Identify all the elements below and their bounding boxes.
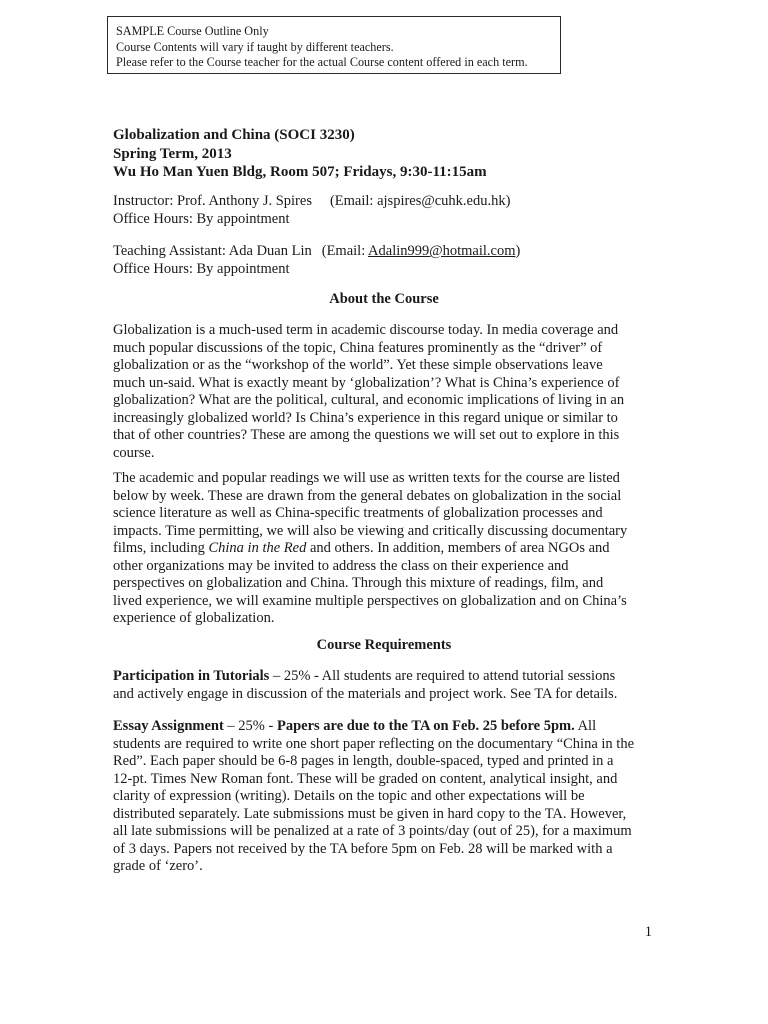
text-line: impacts. Time permitting, we will also be viewing and critically discussing documentary [113, 522, 628, 539]
course-term: Spring Term, 2013 [113, 145, 232, 162]
text-line: globalization? What are the political, cultural, and economic implications of living in an [113, 392, 625, 408]
email-suffix: ) [515, 243, 521, 259]
course-header [113, 126, 487, 182]
text-line: below by week. These are drawn from the general debates on globalization in the social [113, 487, 622, 504]
text-line: students are required to write one short paper reflecting on the documentary “China in the [113, 735, 635, 752]
ta-office-hours: Office Hours: By appointment [113, 261, 290, 277]
text-line: other organizations may be invited to address the class on their experience and [113, 557, 569, 574]
text-line: much popular discussions of the topic, China features prominently as the “driver” of [113, 339, 603, 356]
text-line: of 3 days. Papers not received by the TA before 5pm on Feb. 28 will be marked with a [113, 840, 613, 857]
essay-paragraph [113, 718, 658, 876]
text-line: that of other countries? These are among the questions we will set out to explore in this [113, 427, 620, 443]
sample-notice-box [107, 16, 561, 74]
text-line: lived experience, we will examine multiple perspectives on globalization and on China’s [113, 592, 627, 609]
text-line: and actively engage in discussion of the materials and project work. See TA for details. [113, 685, 618, 702]
course-location: Wu Ho Man Yuen Bldg, Room 507; Fridays, 9:30-11:15am [113, 164, 487, 180]
participation-paragraph [113, 668, 658, 703]
essay-title: Essay Assignment [113, 718, 224, 734]
instructor-office-hours: Office Hours: By appointment [113, 211, 290, 227]
text-line: grade of ‘zero’. [113, 858, 203, 874]
film-line-prefix: films, including [113, 540, 209, 556]
email-suffix: ) [505, 193, 511, 209]
requirements-heading: Course Requirements [316, 637, 452, 653]
text-line: course. [113, 444, 155, 461]
text-line: experience of globalization. [113, 610, 275, 626]
text-line [113, 668, 658, 686]
about-paragraph-2 [113, 470, 658, 628]
page-number: 1 [644, 924, 652, 940]
instructor-email[interactable]: ajspires@cuhk.edu.hk [377, 193, 506, 209]
notice-line: SAMPLE Course Outline Only [116, 24, 269, 38]
text-line: distributed separately. Late submissions must be given in hard copy to the TA. However, [113, 805, 627, 822]
participation-text: – 25% - All students are required to attend tutorial sessions [269, 668, 616, 684]
participation-title: Participation in Tutorials [113, 668, 270, 684]
text-line: Globalization is a much-used term in academic discourse today. In media coverage and [113, 322, 619, 338]
instructor-info [113, 192, 510, 228]
film-title: China in the Red [208, 540, 307, 556]
ta-label: Teaching Assistant: Ada Duan Lin [113, 243, 312, 259]
instructor-label: Instructor: Prof. Anthony J. Spires [113, 193, 312, 209]
essay-line-end: All [574, 718, 597, 734]
text-line: all late submissions will be penalized at a rate of 3 points/day (out of 25), for a maximum [113, 823, 632, 839]
text-line: science literature as well as China-specific treatments of globalization processes and [113, 505, 603, 521]
ta-info [113, 242, 520, 278]
text-line: clarity of expression (writing). Details on the topic and other expectations will be [113, 788, 585, 804]
essay-due-date: Papers are due to the TA on Feb. 25 before 5pm. [276, 718, 575, 734]
about-heading: About the Course [329, 291, 439, 307]
email-prefix: (Email: [329, 193, 378, 209]
notice-line: Course Contents will vary if taught by different teachers. [116, 39, 394, 54]
text-line: 12-pt. Times New Roman font. These will be graded on content, analytical insight, and [113, 770, 618, 787]
text-line [113, 718, 658, 736]
text-line: globalization or as the “workshop of the world”. Yet these simple observations leave [113, 357, 603, 373]
text-line [113, 540, 658, 558]
notice-line: Please refer to the Course teacher for the actual Course content offered in each term. [116, 55, 528, 69]
email-prefix: (Email: [321, 243, 369, 259]
course-title: Globalization and China (SOCI 3230) [113, 127, 355, 143]
about-paragraph-1 [113, 322, 658, 462]
text-line: The academic and popular readings we will use as written texts for the course are listed [113, 470, 620, 486]
essay-weight: – 25% - [223, 718, 277, 734]
text-line: Red”. Each paper should be 6-8 pages in length, double-spaced, typed and printed in a [113, 753, 614, 769]
text-line: perspectives on globalization and China. Through this mixture of readings, film, and [113, 575, 604, 591]
film-line-suffix: and others. In addition, members of area NGOs and [306, 540, 610, 556]
text-line: much un-said. What is exactly meant by ‘globalization’? What is China’s experience of [113, 374, 620, 391]
ta-email-link[interactable]: Adalin999@hotmail.com [368, 243, 516, 259]
text-line: increasingly globalized world? Is China’s experience in this regard unique or similar to [113, 409, 618, 426]
